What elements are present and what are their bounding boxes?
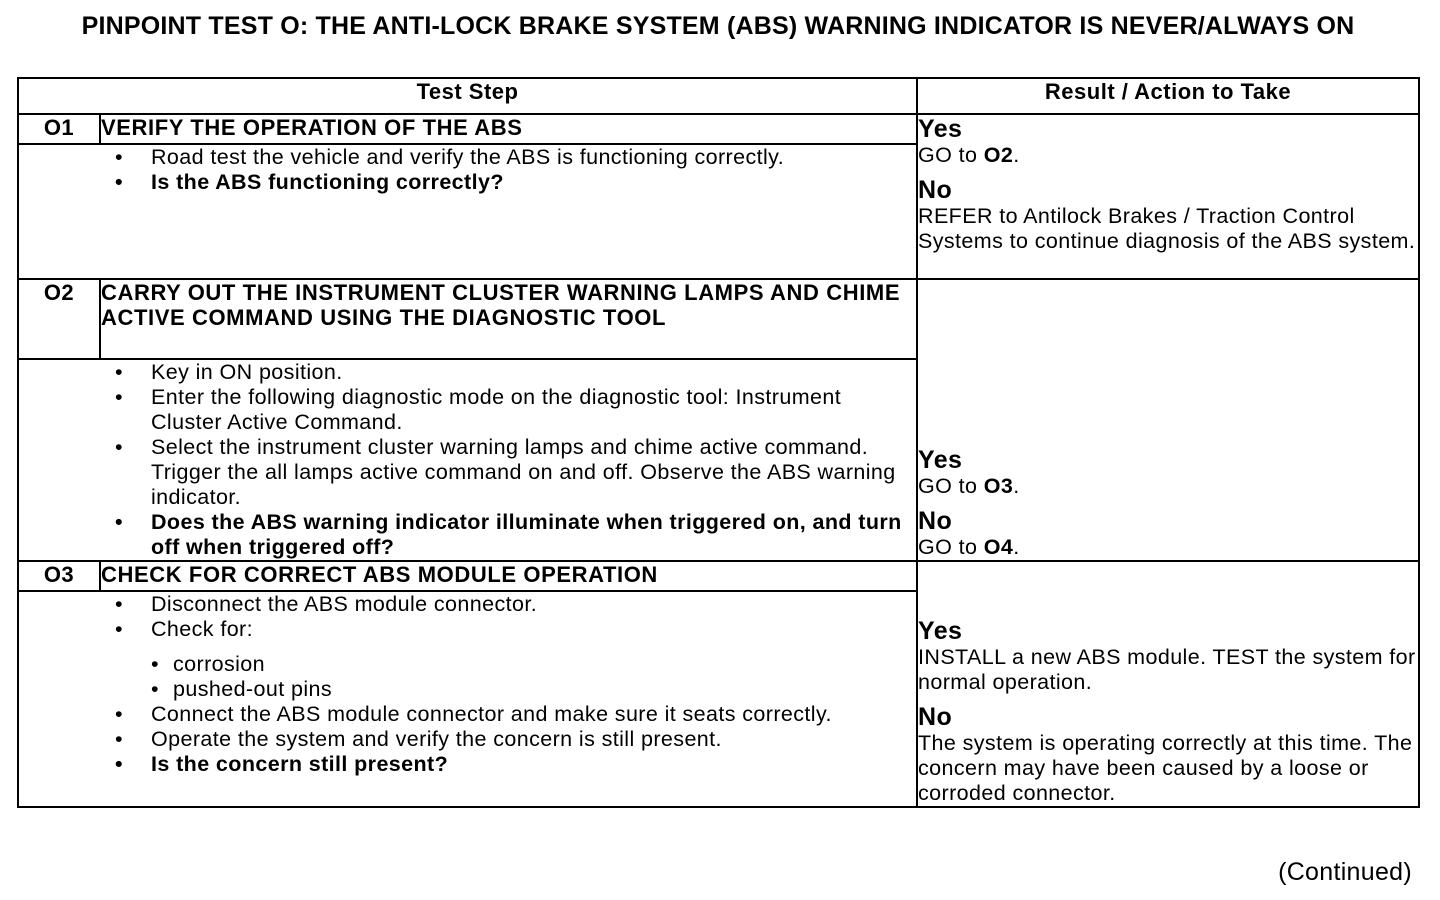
step-o2-no-label: No [918,507,953,535]
step-o3-sublist [151,652,916,702]
list-item: • Key in ON position. [151,360,916,385]
step-o2-no-prefix: GO to [918,535,984,559]
step-o1-no-label: No [918,176,953,204]
step-o3-id: O3 [18,561,100,591]
sub-list-item: • pushed-out pins [173,677,916,702]
step-o2-title: CARRY OUT THE INSTRUMENT CLUSTER WARNING LAMPS AND CHIME ACTIVE COMMAND USING THE DIAGNOSTIC TOOL [100,279,917,359]
list-item: • Road test the vehicle and verify the ABS is functioning correctly. [151,145,916,170]
step-o2-no-suffix: . [1013,535,1020,559]
list-item: • Disconnect the ABS module connector. [151,592,916,617]
step-o1-no-action: REFER to Antilock Brakes / Traction Control Systems to continue diagnosis of the ABS system. [918,204,1416,253]
step-o2-body [18,359,917,561]
step-o1-yes-target: O2 [983,143,1014,167]
step-o2-yes-action [918,474,1418,499]
step-o3-yes-label: Yes [918,617,963,645]
list-item-text: Check for: [151,617,253,641]
list-item [151,617,916,702]
pinpoint-test-table [17,77,1420,808]
step-o1-title: VERIFY THE OPERATION OF THE ABS [100,114,917,144]
step-o1-yes-label: Yes [918,115,963,143]
page-title: PINPOINT TEST O: THE ANTI-LOCK BRAKE SYSTEM (ABS) WARNING INDICATOR IS NEVER/ALWAYS ON [81,12,1355,40]
step-o1-id: O1 [18,114,100,144]
list-item: • Connect the ABS module connector and make sure it seats correctly. [151,702,916,727]
list-item: • Enter the following diagnostic mode on the diagnostic tool: Instrument Cluster Active Command. [151,385,916,435]
step-o1-title-row [18,114,1419,144]
step-o1-result [917,114,1419,279]
list-item: • Select the instrument cluster warning lamps and chime active command. Trigger the all lamps active command on and off. Observe the ABS warning indicator. [151,435,916,510]
step-o3-title: CHECK FOR CORRECT ABS MODULE OPERATION [100,561,917,591]
test-step-header: Test Step [18,78,917,114]
list-item: • Operate the system and verify the concern is still present. [151,727,916,752]
step-o2-no-action [918,535,1418,560]
step-o2-list [19,360,916,560]
step-o1-list [19,145,916,195]
step-o1-body [18,144,917,279]
step-o2-yes-label: Yes [918,446,963,474]
step-o3-no-action: The system is operating correctly at this time. The concern may have been caused by a loose or corroded connector. [918,731,1413,805]
step-o3-no-label: No [918,703,953,731]
step-o3-body [18,591,917,807]
table-header-row [18,78,1419,114]
step-o3-list [19,592,916,777]
step-o2-title-row [18,279,1419,359]
step-o2-id: O2 [18,279,100,359]
step-o1-yes-suffix: . [1013,143,1020,167]
step-o2-yes-prefix: GO to [918,474,984,498]
list-item-question: • Is the ABS functioning correctly? [151,170,916,195]
step-o3-title-row [18,561,1419,591]
sub-list-item: • corrosion [173,652,916,677]
list-item-question: • Is the concern still present? [151,752,916,777]
list-item-question: • Does the ABS warning indicator illuminate when triggered on, and turn off when triggered off? [151,510,916,560]
step-o2-yes-target: O3 [983,474,1014,498]
step-o3-result [917,561,1419,807]
step-o2-no-target: O4 [983,535,1014,559]
step-o3-yes-action: INSTALL a new ABS module. TEST the system for normal operation. [918,645,1416,694]
result-header: Result / Action to Take [917,78,1419,114]
step-o1-yes-prefix: GO to [918,143,984,167]
step-o2-result [917,279,1419,561]
step-o1-yes-action [918,143,1418,168]
continued-label: (Continued) [1278,858,1412,886]
step-o2-yes-suffix: . [1013,474,1020,498]
